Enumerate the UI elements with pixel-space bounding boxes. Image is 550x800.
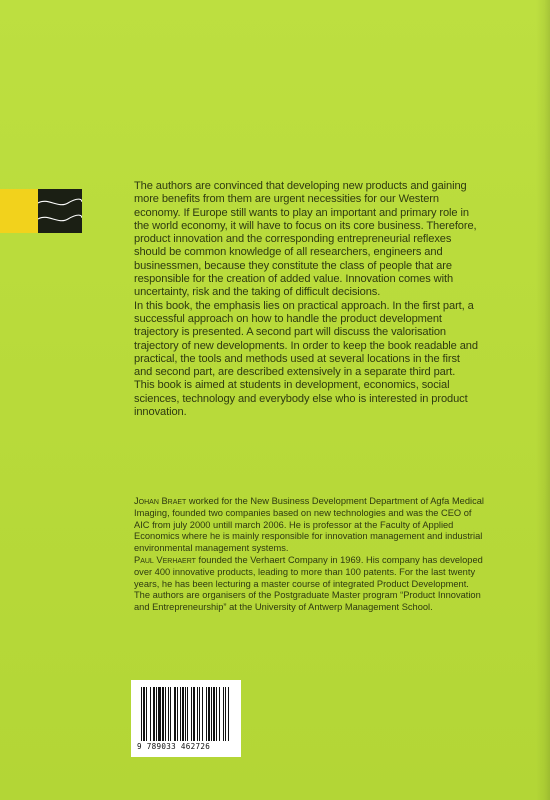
yellow-accent-strip <box>0 189 38 233</box>
blurb-paragraph-3: This book is aimed at students in development, economics, social sciences, technology and everybody else who is interested in product innovation. <box>134 379 468 419</box>
author-2-name: Paul Verhaert <box>134 554 196 565</box>
blurb-paragraph-2: In this book, the emphasis lies on practical approach. In the first part, a successful approach on how to handle the product development trajectory is presented. A second part will discuss the valorisation trajectory of new developments. In order to keep the book readable and practical, the tools and methods used at several locations in the first and second part, are described extensively in a separate third part. <box>134 299 478 379</box>
blurb-text <box>134 180 480 419</box>
spine-shadow <box>536 0 550 800</box>
isbn-number: 9 789033 462726 <box>137 742 211 751</box>
author-bios <box>134 496 486 614</box>
wave-logo-icon <box>38 189 82 233</box>
author-1-name: Johan Braet <box>134 496 187 506</box>
barcode-bars-icon <box>141 687 231 741</box>
authors-closing-note: The authors are organisers of the Postgraduate Master program “Product Innovation and Entrepreneurship” at the University of Antwerp Management School. <box>134 590 481 613</box>
author-bio-2 <box>134 555 486 590</box>
author-bio-1 <box>134 496 486 555</box>
author-2-text: founded the Verhaert Company in 1969. His company has developed over 400 innovative products, leading to more than 100 patents. For the last twenty years, he has been lecturing a master course of integrated Product Development. <box>134 554 483 589</box>
blurb-paragraph-1: The authors are convinced that developing new products and gaining more benefits from them are urgent necessities for our Western economy. If Europe still wants to play an important and primary role in the world economy, it will have to focus on its core business. Therefore, product innovation and the corresponding entrepreneurial reflexes should be common knowledge of all researchers, engineers and businessmen, because they constitute the class of people that are responsible for the creation of added value. Innovation comes with uncertainty, risk and the taking of difficult decisions. <box>134 180 477 299</box>
author-1-text: worked for the New Business Development Department of Agfa Medical Imaging, founded two companies based on new technologies and was the CEO of AIC from july 2000 untill march 2006. He is professor at the Faculty of Applied Economics where he is mainly responsible for innovation management and industrial environmental management systems. <box>134 496 484 554</box>
barcode <box>131 680 241 757</box>
